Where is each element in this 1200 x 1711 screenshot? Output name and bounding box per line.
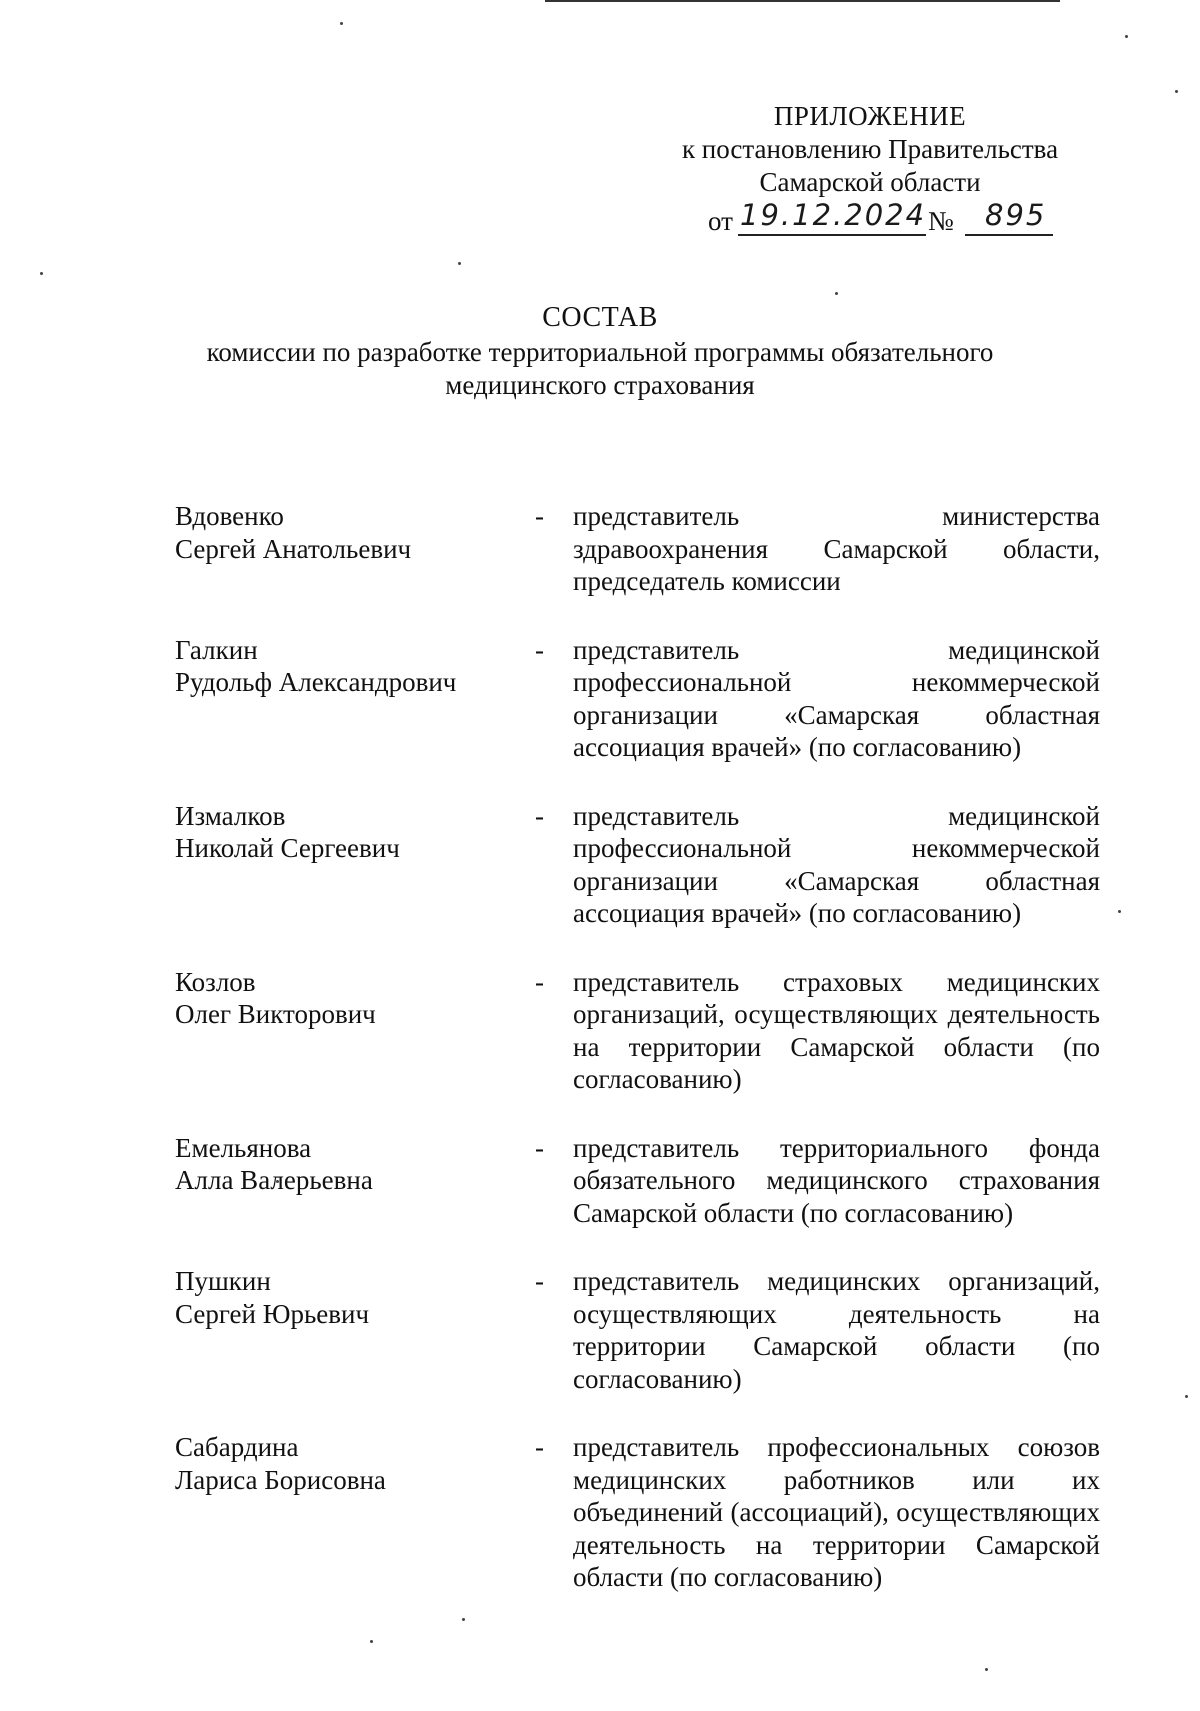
member-given-names: Олег Викторович <box>175 999 376 1029</box>
handwritten-number: 895 <box>985 198 1047 232</box>
member-name <box>175 634 535 699</box>
scan-top-edge-line <box>545 0 1060 2</box>
member-given-names: Сергей Анатольевич <box>175 533 412 564</box>
member-given-names: Алла Валерьевна <box>175 1165 373 1195</box>
member-entry <box>175 1431 1100 1594</box>
appendix-region-line: Самарской области <box>759 167 981 197</box>
scan-speck <box>985 1668 988 1671</box>
appendix-title: ПРИЛОЖЕНИЕ <box>773 101 967 131</box>
member-surname: Сабардина <box>175 1432 299 1462</box>
member-entry <box>175 966 1100 1096</box>
appendix-header <box>640 100 1100 237</box>
member-dash: - <box>535 634 544 665</box>
member-dash: - <box>535 1266 544 1296</box>
scan-speck <box>1125 35 1128 38</box>
member-entry <box>175 1265 1100 1395</box>
document-subtitle-line-1: комиссии по разработке территориальной программы обязательного <box>206 337 994 367</box>
member-surname: Галкин <box>175 634 258 665</box>
number-underline <box>965 234 1053 236</box>
member-given-names: Рудольф Александрович <box>175 667 457 697</box>
scan-speck <box>1185 1395 1188 1398</box>
document-heading <box>0 300 1200 402</box>
member-entry <box>175 500 1100 598</box>
number-prefix: № <box>928 206 954 236</box>
member-dash: - <box>535 1132 544 1163</box>
scan-speck <box>458 262 461 265</box>
scan-speck <box>40 272 43 275</box>
member-entry <box>175 800 1100 930</box>
member-name <box>175 800 535 865</box>
document-title: СОСТАВ <box>542 302 658 333</box>
scan-speck <box>835 292 838 295</box>
appendix-date-number-line <box>640 198 1100 237</box>
member-dash: - <box>535 800 544 831</box>
scan-speck <box>1175 90 1178 93</box>
member-surname: Вдовенко <box>175 501 284 531</box>
member-role: представитель профессиональных союзов медицинских работников или их объединений (ассоциаций), осуществляющих деятельность на территории Самарской области (по согласованию) <box>573 1432 1100 1592</box>
member-given-names: Николай Сергеевич <box>175 833 400 863</box>
member-role: представитель медицинской профессиональной некоммерческой организации «Самарская областная ассоциация врачей» (по согласованию) <box>573 800 1100 928</box>
date-prefix: от <box>708 206 733 236</box>
handwritten-date: 19.12.2024 <box>740 198 927 232</box>
date-underline <box>738 234 926 236</box>
scan-speck <box>462 1618 465 1621</box>
member-entry <box>175 1132 1100 1230</box>
member-surname: Емельянова <box>175 1132 312 1163</box>
member-dash: - <box>535 501 544 531</box>
document-subtitle-line-2: медицинского страхования <box>445 370 755 400</box>
member-given-names: Лариса Борисовна <box>175 1464 386 1495</box>
member-surname: Козлов <box>175 966 256 997</box>
member-entry <box>175 634 1100 764</box>
member-surname: Измалков <box>175 800 286 831</box>
member-given-names: Сергей Юрьевич <box>175 1298 370 1329</box>
member-name <box>175 966 535 1031</box>
member-name <box>175 1431 535 1496</box>
member-role: представитель территориального фонда обязательного медицинского страхования Самарской области (по согласованию) <box>573 1132 1100 1228</box>
member-role: представитель медицинской профессиональной некоммерческой организации «Самарская областная ассоциация врачей» (по согласованию) <box>573 634 1100 762</box>
member-role: представитель министерства здравоохранения Самарской области, председатель комиссии <box>573 501 1100 596</box>
member-role: представитель страховых медицинских организаций, осуществляющих деятельность на территории Самарской области (по согласованию) <box>573 966 1100 1094</box>
scan-speck <box>370 1640 373 1643</box>
member-name <box>175 1132 535 1197</box>
appendix-resolution-line: к постановлению Правительства <box>681 134 1059 164</box>
member-name <box>175 500 535 565</box>
scan-speck <box>340 22 343 25</box>
member-dash: - <box>535 966 544 997</box>
scan-speck <box>1118 910 1121 913</box>
commission-member-list <box>175 500 1100 1594</box>
member-role: представитель медицинских организаций, осуществляющих деятельность на территории Самарской области (по согласованию) <box>573 1266 1100 1394</box>
member-surname: Пушкин <box>175 1266 271 1296</box>
member-dash: - <box>535 1432 544 1462</box>
member-name <box>175 1265 535 1330</box>
